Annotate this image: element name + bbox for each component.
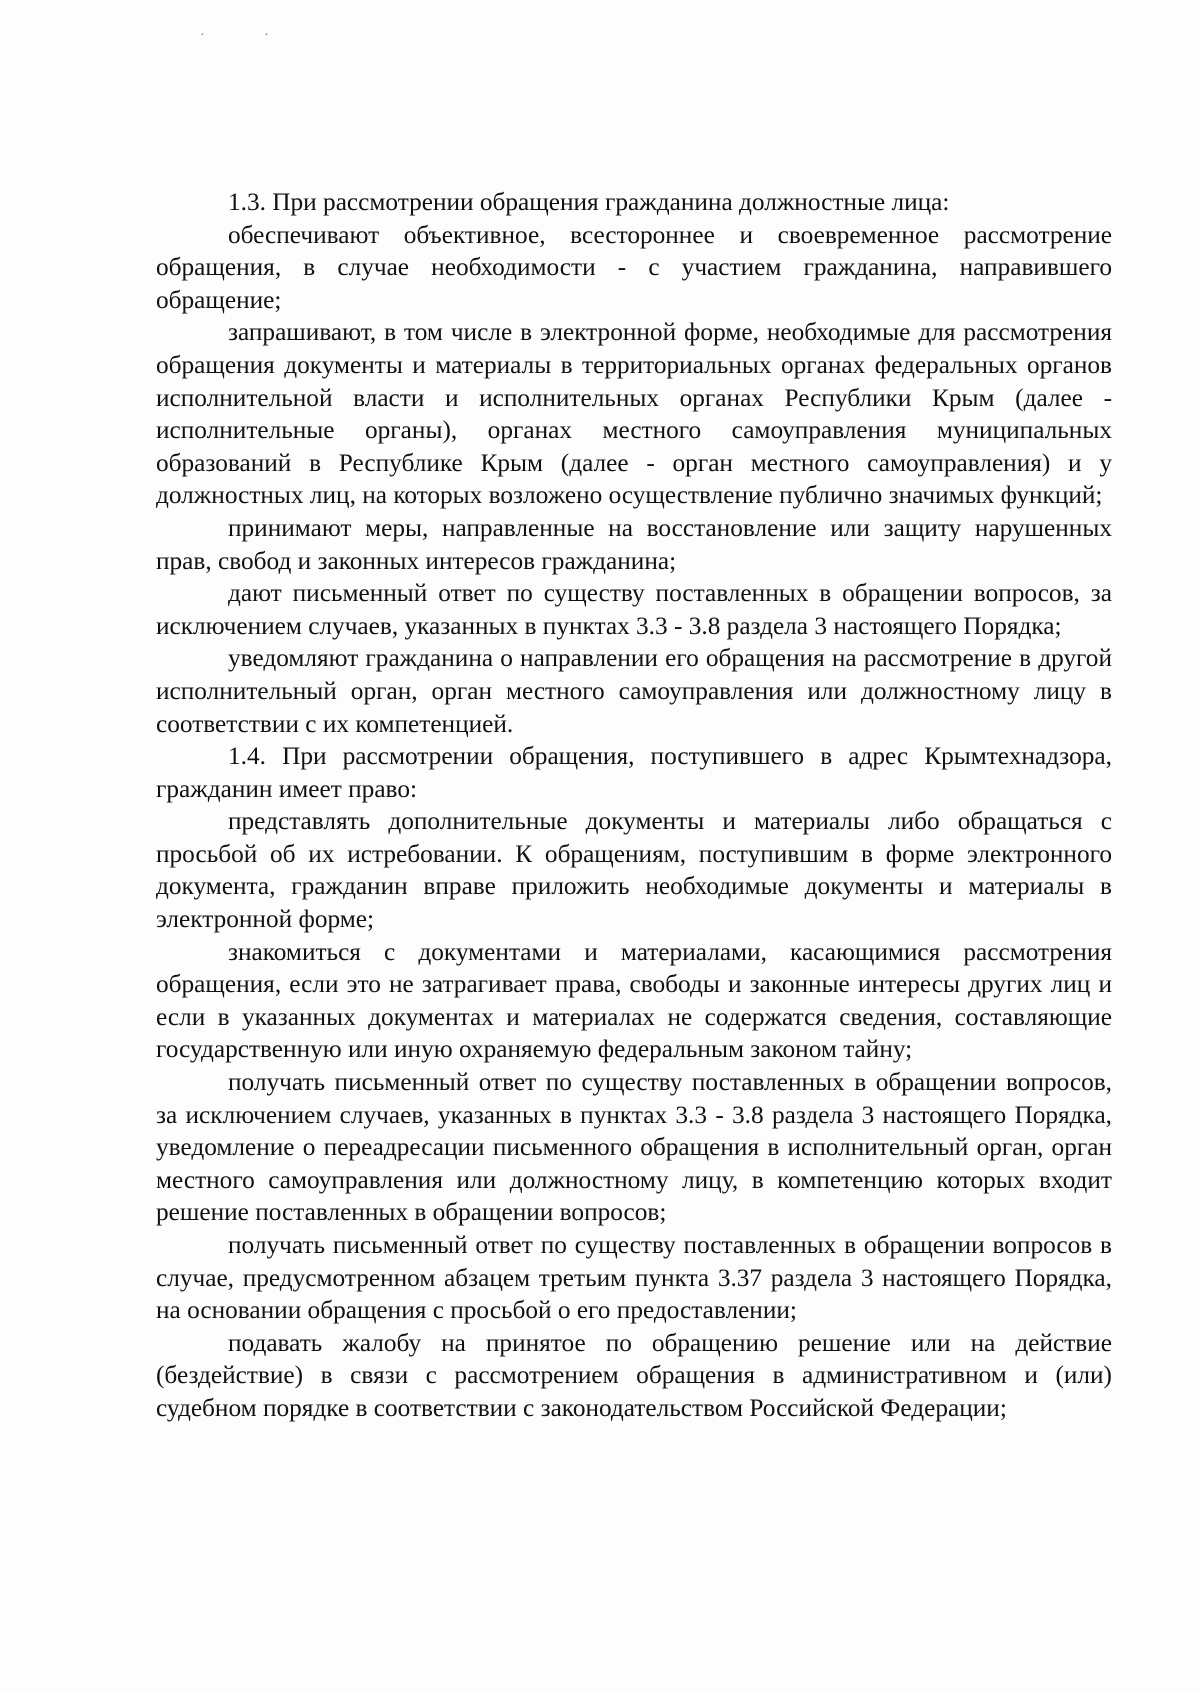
paragraph: получать письменный ответ по существу поставленных в обращении вопросов, за исключением случаев, указанных в пунктах 3.3 - 3.8 раздела 3 настоящего Порядка, уведомление о переадресации письменного обращения в исполнительный орган, орган местного самоуправления или должностному лицу, в компетенцию которых входит решение поставленных в обращении вопросов;: [156, 1068, 1112, 1227]
paragraph: обеспечивают объективное, всестороннее и своевременное рассмотрение обращения, в случае необходимости - с участием гражданина, направившего обращение;: [156, 220, 1112, 314]
paragraph: запрашивают, в том числе в электронной форме, необходимые для рассмотрения обращения документы и материалы в территориальных органах федеральных органов исполнительной власти и исполнительных органах Республики Крым (далее - исполнительные органы), органах местного самоуправления муниципальных образований в Республике Крым (далее - орган местного самоуправления) и у должностных лиц, на которых возложено осуществление публично значимых функций;: [156, 318, 1112, 510]
clause-1-3-heading: 1.3. При рассмотрении обращения гражданина должностные лица:: [228, 188, 950, 216]
clause-1-4-heading: 1.4. При рассмотрении обращения, поступившего в адрес Крымтехнадзора, гражданин имеет право:: [156, 742, 1112, 803]
document-body: [156, 186, 1112, 1425]
paragraph: получать письменный ответ по существу поставленных в обращении вопросов в случае, предусмотренном абзацем третьим пункта 3.37 раздела 3 настоящего Порядка, на основании обращения с просьбой о его предоставлении;: [156, 1231, 1112, 1325]
paragraph: представлять дополнительные документы и материалы либо обращаться с просьбой об их истребовании. К обращениям, поступившим в форме электронного документа, гражданин вправе приложить необходимые документы и материалы в электронной форме;: [156, 807, 1112, 934]
paragraph: уведомляют гражданина о направлении его обращения на рассмотрение в другой исполнительный орган, орган местного самоуправления или должностному лицу в соответствии с их компетенцией.: [156, 644, 1112, 738]
paragraph: знакомиться с документами и материалами, касающимися рассмотрения обращения, если это не затрагивает права, свободы и законные интересы других лиц и если в указанных документах и материалах не содержатся сведения, составляющие государственную или иную охраняемую федеральным законом тайну;: [156, 937, 1112, 1064]
scan-artifact: · ·: [200, 28, 297, 43]
paragraph: подавать жалобу на принятое по обращению решение или на действие (бездействие) в связи с рассмотрением обращения в административном и (или) судебном порядке в соответствии с законодательством Российской Федерации;: [156, 1328, 1112, 1422]
paragraph: дают письменный ответ по существу поставленных в обращении вопросов, за исключением случаев, указанных в пунктах 3.3 - 3.8 раздела 3 настоящего Порядка;: [156, 579, 1112, 640]
paragraph: принимают меры, направленные на восстановление или защиту нарушенных прав, свобод и законных интересов гражданина;: [156, 513, 1112, 575]
